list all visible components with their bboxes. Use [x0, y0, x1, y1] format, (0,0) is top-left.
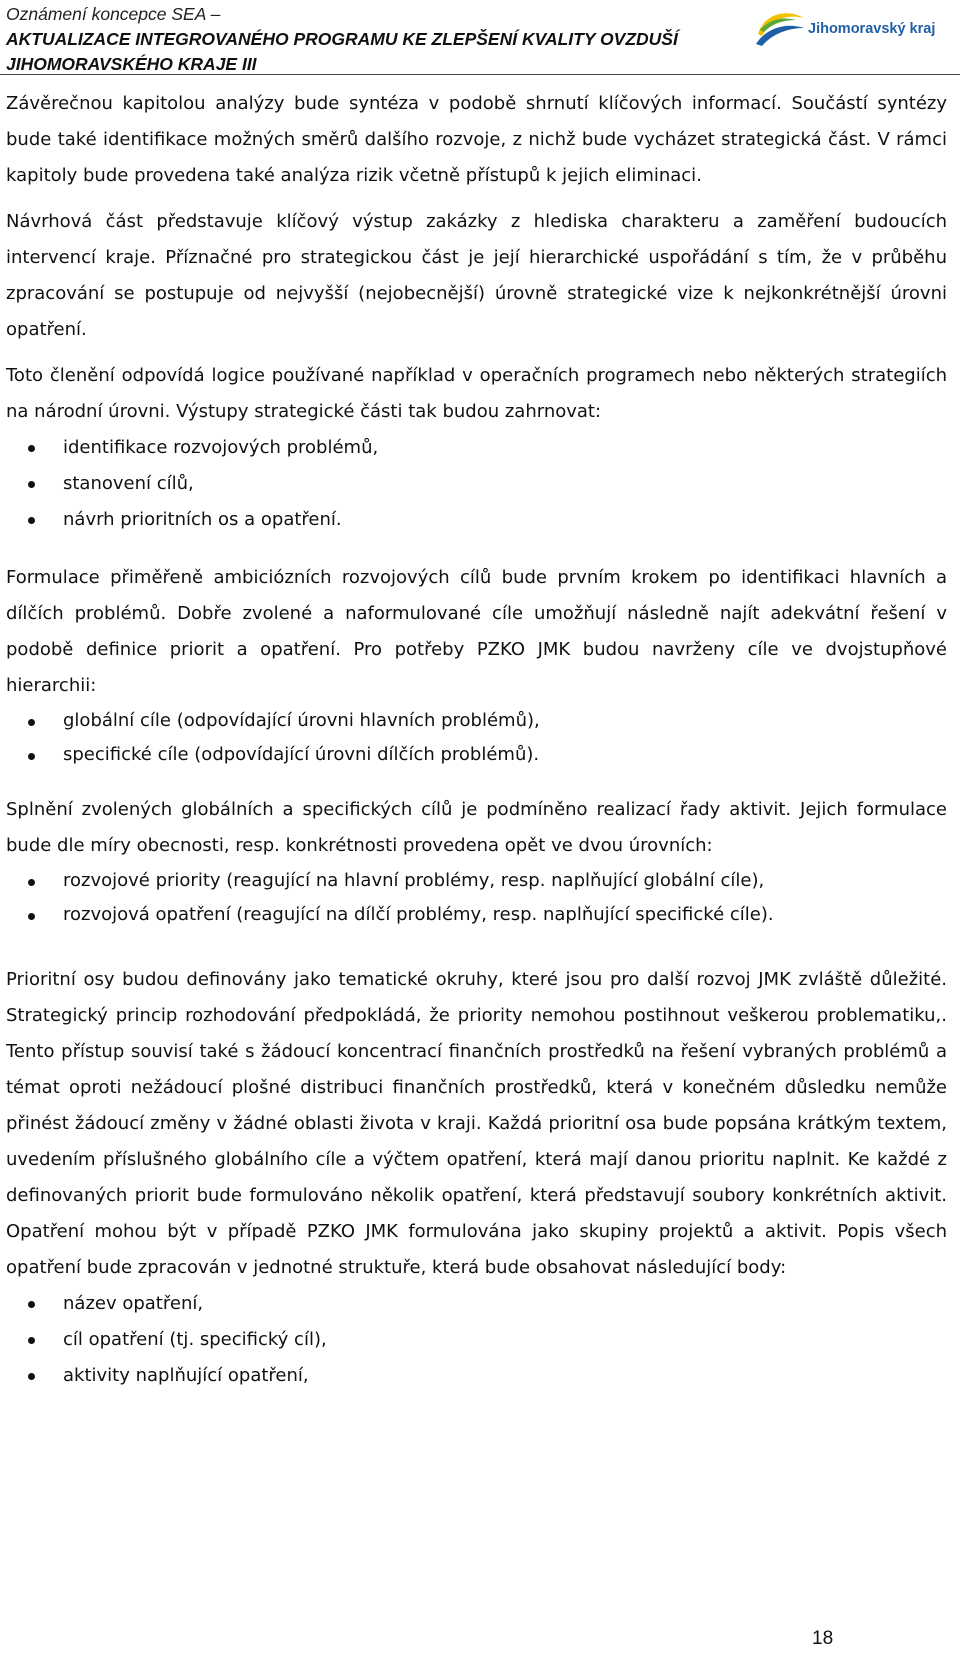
paragraph-synthesis: Závěrečnou kapitolou analýzy bude syntéza v podobě shrnutí klíčových informací. Součástí syntézy bude také identifikace možných směrů dalšího rozvoje, z nichž bude vycházet strategická část. V rámci kapitoly bude provedena také analýza rizik včetně přístupů k jejich eliminaci. [6, 93, 947, 186]
header-divider [0, 74, 960, 75]
list-measure-points [6, 1286, 947, 1394]
jihomoravsky-kraj-logo [752, 4, 957, 52]
header-title-line-2: AKTUALIZACE INTEGROVANÉHO PROGRAMU KE ZLEPŠENÍ KVALITY OVZDUŠÍ [6, 29, 678, 49]
list-item: rozvojová opatření (reagující na dílčí problémy, resp. naplňující specifické cíle). [6, 898, 947, 932]
list-item: stanovení cílů, [6, 466, 947, 502]
list-item: globální cíle (odpovídající úrovni hlavních problémů), [6, 704, 947, 738]
paragraph-proposal-part: Návrhová část představuje klíčový výstup zakázky z hlediska charakteru a zaměření budoucích intervencí kraje. Příznačné pro strategickou část je její hierarchické uspořádání s tím, že v průběhu zpracování se postupuje od nejvyšší (nejobecnější) úrovně strategické vize k nejkonkrétnější úrovni opatření. [6, 211, 947, 340]
bullet-icon [28, 1373, 35, 1380]
document-body [6, 86, 947, 1404]
logo-emblem-icon [752, 4, 808, 52]
bullet-icon [28, 481, 35, 488]
logo-text: Jihomoravský kraj [808, 21, 936, 37]
list-item: název opatření, [6, 1286, 947, 1322]
bullet-icon [28, 879, 35, 886]
bullet-icon [28, 719, 35, 726]
paragraph-activities: Splnění zvolených globálních a specifických cílů je podmíněno realizací řady aktivit. Jejich formulace bude dle míry obecnosti, resp. konkrétnosti provedena opět ve dvou úrovních: [6, 799, 947, 856]
list-item: cíl opatření (tj. specifický cíl), [6, 1322, 947, 1358]
header-title-line-3: JIHOMORAVSKÉHO KRAJE III [6, 54, 257, 74]
bullet-icon [28, 517, 35, 524]
list-item: identifikace rozvojových problémů, [6, 430, 947, 466]
list-item: rozvojové priority (reagující na hlavní problémy, resp. naplňující globální cíle), [6, 864, 947, 898]
bullet-icon [28, 1301, 35, 1308]
list-outputs [6, 430, 947, 538]
bullet-icon [28, 445, 35, 452]
page-number: 18 [812, 1628, 834, 1649]
list-goals [6, 704, 947, 772]
header-title [6, 2, 678, 77]
bullet-icon [28, 1337, 35, 1344]
paragraph-outputs-intro: Toto členění odpovídá logice používané například v operačních programech nebo některých strategiích na národní úrovni. Výstupy strategické části tak budou zahrnovat: [6, 365, 947, 422]
bullet-icon [28, 753, 35, 760]
paragraph-goals: Formulace přiměřeně ambiciózních rozvojových cílů bude prvním krokem po identifikaci hlavních a dílčích problémů. Dobře zvolené a naformulované cíle umožňují následně najít adekvátní řešení v podobě definice priorit a opatření. Pro potřeby PZKO JMK budou navrženy cíle ve dvojstupňové hierarchii: [6, 567, 947, 696]
list-levels [6, 864, 947, 932]
header-title-line-1: Oznámení koncepce SEA – [6, 4, 221, 24]
list-item: aktivity naplňující opatření, [6, 1358, 947, 1394]
list-item: návrh prioritních os a opatření. [6, 502, 947, 538]
page-header [0, 0, 960, 78]
paragraph-priority-axes: Prioritní osy budou definovány jako tematické okruhy, které jsou pro další rozvoj JMK zvláště důležité. Strategický princip rozhodování předpokládá, že priority nemohou postihnout veškerou problematiku,. Tento přístup souvisí také s žádoucí koncentrací finančních prostředků na řešení vybraných problémů a témat oproti nežádoucí plošné distribuci finančních prostředků, která v konečném důsledku nemůže přinést žádoucí změny v žádné oblasti života v kraji. Každá prioritní osa bude popsána krátkým textem, uvedením příslušného globálního cíle a výčtem opatření, která mají danou prioritu naplnit. Ke každé z definovaných priorit bude formulováno několik opatření, která představují soubory konkrétních aktivit. Opatření mohou být v případě PZKO JMK formulována jako skupiny projektů a aktivit. Popis všech opatření bude zpracován v jednotné struktuře, která bude obsahovat následující body: [6, 969, 947, 1278]
list-item: specifické cíle (odpovídající úrovni dílčích problémů). [6, 738, 947, 772]
bullet-icon [28, 913, 35, 920]
